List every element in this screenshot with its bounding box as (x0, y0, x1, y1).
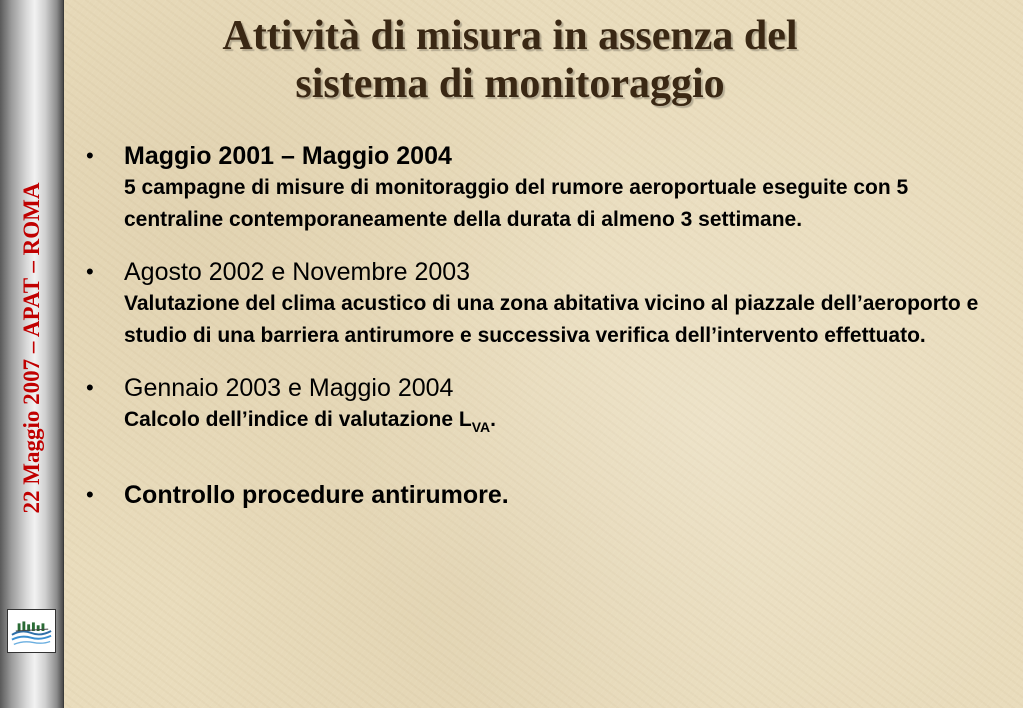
bullet-heading: Controllo procedure antirumore. (124, 481, 509, 509)
bullet-marker: • (86, 259, 94, 284)
bullet-marker: • (86, 143, 94, 168)
bullet-item (84, 372, 1004, 443)
bullet-item (84, 140, 1004, 236)
sidebar-date-label: 22 Maggio 2007 – APAT – ROMA (19, 182, 44, 514)
slide-title-line-2: sistema di monitoraggio (295, 61, 725, 107)
bullet-heading: Gennaio 2003 e Maggio 2004 (124, 374, 454, 402)
bullet-item (84, 256, 1004, 352)
slide-title-line-1: Attività di misura in assenza del (222, 13, 798, 59)
slide-title (80, 12, 940, 108)
bullet-body-suffix: . (490, 408, 496, 431)
bullet-marker: • (86, 482, 94, 507)
subscript-va: VA (471, 419, 491, 435)
bullet-body: 5 campagne di misure di monitoraggio del rumore aeroportuale eseguite con 5 centraline contemporaneamente della durata di almeno 3 settimane. (124, 176, 909, 231)
sidebar (0, 0, 64, 708)
bullet-heading: Maggio 2001 – Maggio 2004 (124, 142, 452, 170)
bullet-item (84, 479, 1004, 511)
bullet-heading: Agosto 2002 e Novembre 2003 (124, 258, 471, 286)
landscape-logo-icon (7, 609, 56, 653)
logo-graphic (8, 610, 55, 652)
bullet-body: Valutazione del clima acustico di una zona abitativa vicino al piazzale dell’aeroporto e studio di una barriera antirumore e successiva verifica dell’intervento effettuato. (124, 292, 979, 347)
bullet-body (124, 404, 1004, 443)
bullet-list (84, 140, 1004, 511)
bullet-marker: • (86, 375, 94, 400)
bullet-body-text: Calcolo dell’indice di valutazione L (124, 408, 472, 431)
